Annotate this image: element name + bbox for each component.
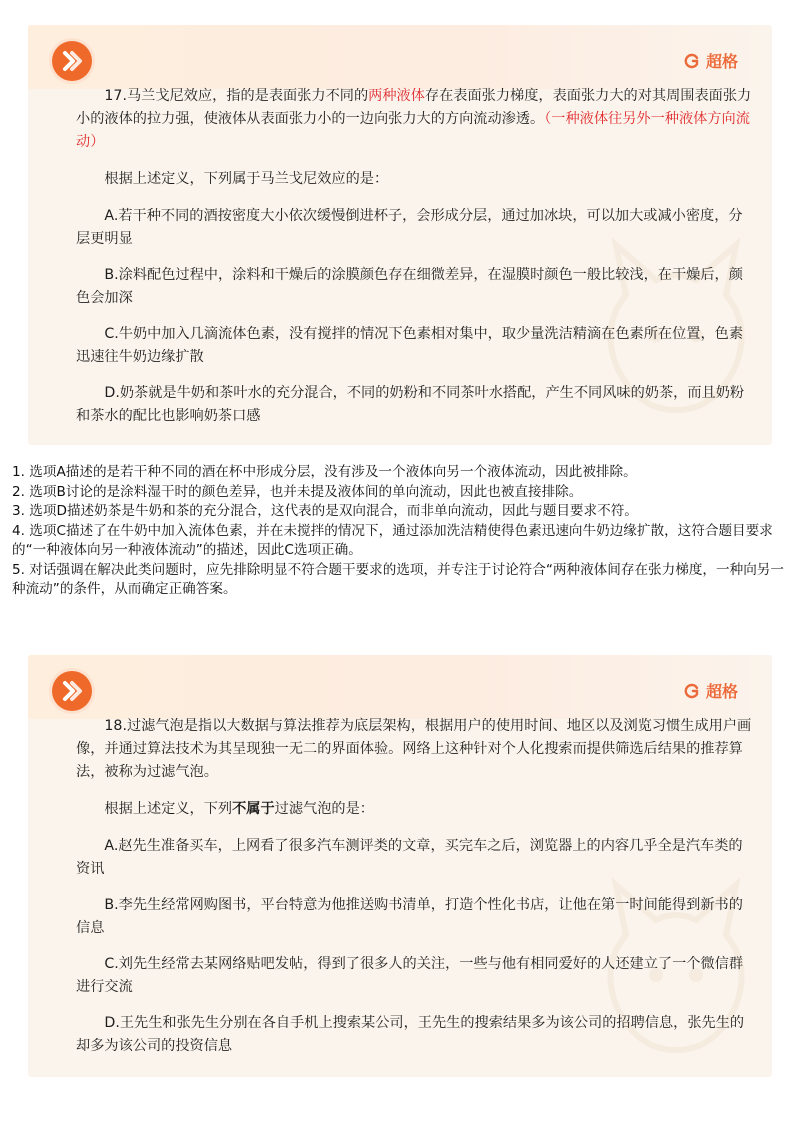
question-18-body (76, 715, 756, 1071)
card-header-strip (28, 655, 772, 719)
option-b: B.李先生经常网购图书，平台特意为他推送购书清单，打造个性化书店，让他在第一时间能得到新书的信息 (76, 897, 743, 936)
brand-name: 超格 (705, 682, 738, 701)
not-belong-emphasis: 不属于 (232, 801, 275, 817)
option-a: A.若干种不同的酒按密度大小依次缓慢倒进杯子，会形成分层，通过加冰块，可以加大或减小密度，分层更明显 (76, 208, 743, 247)
analysis-item: 5. 对话强调在解决此类问题时，应先排除明显不符合题干要求的选项，并专注于讨论符合“两种液体间存在张力梯度，一种向另一种流动”的条件，从而确定正确答案。 (12, 561, 784, 597)
brand-g-icon (684, 53, 700, 69)
stem-note: （一种液体往另外一种液体方向流动） (76, 111, 750, 150)
option-a: A.赵先生准备买车，上网看了很多汽车测评类的文章，买完车之后，浏览器上的内容几乎全是汽车类的资讯 (76, 838, 743, 877)
brand-logo (684, 49, 738, 72)
card-header-strip (28, 25, 772, 89)
option-c: C.刘先生经常去某网络贴吧发帖，得到了很多人的关注，一些与他有相同爱好的人还建立了一个微信群进行交流 (76, 956, 744, 995)
analysis-item: 2. 选项B讨论的是涂料湿干时的颜色差异，也并未提及液体间的单向流动，因此也被直接排除。 (12, 483, 583, 500)
question-17-stem: 17.马兰戈尼效应，指的是表面张力不同的两种液体存在表面张力梯度，表面张力大的对其周围表面张力小的液体的拉力强，使液体从表面张力小的一边向张力大的方向流动渗透。（一种液体往另外一种液体方向流动） (76, 88, 752, 150)
next-arrow-badge (52, 41, 92, 81)
double-chevron-right-icon (52, 671, 92, 711)
analysis-item: 3. 选项D描述奶茶是牛奶和茶的充分混合，这代表的是双向混合，而非单向流动，因此与题目要求不符。 (12, 503, 638, 519)
brand-g-icon (684, 683, 700, 699)
option-b: B.涂料配色过程中，涂料和干燥后的涂膜颜色存在细微差异，在湿膜时颜色一般比较浅，在干燥后，颜色会加深 (76, 267, 743, 306)
option-c: C.牛奶中加入几滴流体色素，没有搅拌的情况下色素相对集中，取少量洗洁精滴在色素所在位置，色素迅速往牛奶边缘扩散 (76, 326, 744, 365)
double-chevron-right-icon (52, 41, 92, 81)
question-17-prompt: 根据上述定义，下列属于马兰戈尼效应的是： (104, 171, 389, 187)
question-18-prompt: 根据上述定义，下列不属于过滤气泡的是： (104, 801, 374, 817)
next-arrow-badge (52, 671, 92, 711)
analysis-item: 1. 选项A描述的是若干种不同的酒在杯中形成分层，没有涉及一个液体向另一个液体流动，因此被排除。 (12, 464, 637, 480)
question-card-18 (28, 655, 772, 1077)
question-17-body (76, 85, 756, 441)
analysis-item: 4. 选项C描述了在牛奶中加入流体色素，并在未搅拌的情况下，通过添加洗洁精使得色素迅速向牛奶边缘扩散，这符合题目要求的“一种液体向另一种液体流动”的描述，因此C选项正确。 (12, 522, 773, 558)
brand-name: 超格 (705, 52, 738, 71)
question-card-17 (28, 25, 772, 445)
answer-analysis (12, 463, 788, 600)
brand-logo (684, 679, 738, 702)
question-18-stem: 18.过滤气泡是指以大数据与算法推荐为底层架构，根据用户的使用时间、地区以及浏览习惯生成用户画像，并通过算法技术为其呈现独一无二的界面体验。网络上这种针对个人化搜索而提供筛选后结果的推荐算法，被称为过滤气泡。 (76, 718, 752, 780)
highlight-two-liquids: 两种液体 (368, 88, 425, 104)
option-d: D.王先生和张先生分别在各自手机上搜索某公司，王先生的搜索结果多为该公司的招聘信息，张先生的却多为该公司的投资信息 (76, 1015, 745, 1054)
option-d: D.奶茶就是牛奶和茶叶水的充分混合，不同的奶粉和不同茶叶水搭配，产生不同风味的奶茶，而且奶粉和茶水的配比也影响奶茶口感 (76, 385, 745, 424)
